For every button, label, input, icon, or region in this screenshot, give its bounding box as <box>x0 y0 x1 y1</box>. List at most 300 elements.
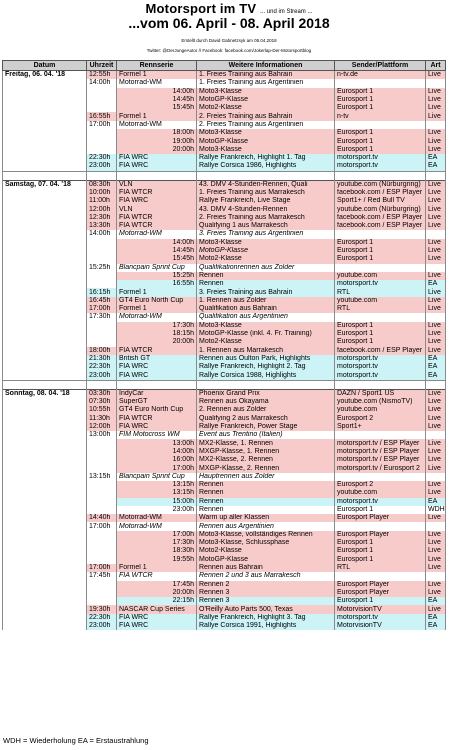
sender-cell: Eurosport 1 <box>335 146 426 154</box>
type-cell: Live <box>426 146 446 154</box>
time-cell: 07:30h <box>87 398 117 406</box>
series-cell: Formel 1 <box>117 288 197 296</box>
date-cell <box>3 322 87 330</box>
info-cell: 2. Freies Training aus Bahrain <box>197 112 335 120</box>
series-cell: IndyCar <box>117 389 197 398</box>
series-cell: 13:15h <box>117 489 197 497</box>
series-cell: FIA WRC <box>117 197 197 205</box>
day-separator <box>3 380 446 389</box>
separator-cell <box>87 171 117 180</box>
date-cell <box>3 398 87 406</box>
table-row <box>3 415 446 423</box>
series-cell: FIA WTCR <box>117 189 197 197</box>
time-cell: 16:15h <box>87 288 117 296</box>
sender-cell: Eurosport 1 <box>335 104 426 112</box>
sender-cell: motorsport.tv <box>335 355 426 363</box>
date-cell <box>3 415 87 423</box>
table-row <box>3 506 446 514</box>
time-cell: 16:55h <box>87 112 117 120</box>
sender-cell: Sport1+ <box>335 423 426 431</box>
type-cell <box>426 431 446 439</box>
type-cell: Live <box>426 564 446 572</box>
info-cell: Rennen aus Bahrain <box>197 564 335 572</box>
date-cell: Sonntag, 08. 04. '18 <box>3 389 87 398</box>
sender-cell: Eurosport 1 <box>335 88 426 96</box>
series-cell: 16:00h <box>117 456 197 464</box>
date-cell <box>3 355 87 363</box>
time-cell: 13:30h <box>87 222 117 230</box>
time-cell <box>87 456 117 464</box>
series-cell: 14:00h <box>117 88 197 96</box>
time-cell <box>87 272 117 280</box>
table-row <box>3 338 446 346</box>
series-cell: 17:30h <box>117 539 197 547</box>
type-cell: Live <box>426 423 446 431</box>
type-cell <box>426 572 446 580</box>
table-row <box>3 239 446 247</box>
info-cell: MotoGP-Klasse <box>197 247 335 255</box>
type-cell: EA <box>426 498 446 506</box>
sender-cell: DAZN / Sport1 US <box>335 389 426 398</box>
series-cell: SuperGT <box>117 398 197 406</box>
table-row <box>3 162 446 171</box>
sender-cell: youtube.com <box>335 272 426 280</box>
table-row <box>3 531 446 539</box>
info-cell: Rallye Corsica 1988, Highlights <box>197 371 335 380</box>
info-cell: Rallye Frankreich, Power Stage <box>197 423 335 431</box>
type-cell <box>426 313 446 321</box>
type-cell: Live <box>426 439 446 447</box>
sender-cell: Eurosport 1 <box>335 556 426 564</box>
date-cell <box>3 597 87 605</box>
separator-cell <box>87 380 117 389</box>
info-cell: Rallye Frankreich, Highlight 2. Tag <box>197 363 335 371</box>
table-row <box>3 498 446 506</box>
series-cell: 17:00h <box>117 531 197 539</box>
series-cell: Formel 1 <box>117 305 197 313</box>
date-cell <box>3 347 87 355</box>
sender-cell: motorsport.tv <box>335 371 426 380</box>
date-cell <box>3 338 87 346</box>
sender-cell: motorsport.tv <box>335 363 426 371</box>
table-row <box>3 489 446 497</box>
date-cell <box>3 222 87 230</box>
schedule-table-wrapper <box>2 60 445 630</box>
time-cell <box>87 322 117 330</box>
time-cell: 13:00h <box>87 431 117 439</box>
sender-cell: youtube.com <box>335 406 426 414</box>
date-cell <box>3 137 87 145</box>
info-cell: 2. Freies Training aus Argentinien <box>197 121 335 129</box>
type-cell: Live <box>426 456 446 464</box>
table-row <box>3 96 446 104</box>
date-cell <box>3 464 87 472</box>
time-cell: 10:00h <box>87 189 117 197</box>
series-cell: Formel 1 <box>117 112 197 120</box>
info-cell: Rennen <box>197 506 335 514</box>
series-cell: FIA WTCR <box>117 347 197 355</box>
info-cell: Rallye Corsica 1991, Highlights <box>197 622 335 630</box>
time-cell: 21:30h <box>87 355 117 363</box>
time-cell: 16:45h <box>87 297 117 305</box>
date-cell <box>3 556 87 564</box>
info-cell: 1. Rennen aus Marrakesch <box>197 347 335 355</box>
type-cell: EA <box>426 154 446 162</box>
day-separator <box>3 171 446 180</box>
sender-cell: facebook.com / ESP Player <box>335 222 426 230</box>
table-row <box>3 189 446 197</box>
info-cell: Moto3-Klasse <box>197 129 335 137</box>
info-cell: Event aus Trentino (Italien) <box>197 431 335 439</box>
table-row <box>3 247 446 255</box>
type-cell: EA <box>426 355 446 363</box>
info-cell: 1. Freies Training aus Marrakesch <box>197 189 335 197</box>
col-header-sender: Sender/Plattform <box>335 61 426 71</box>
date-cell <box>3 255 87 263</box>
series-cell: FIA WRC <box>117 154 197 162</box>
sender-cell: motorsport.tv / ESP Player <box>335 456 426 464</box>
table-row <box>3 288 446 296</box>
date-cell <box>3 473 87 481</box>
series-cell: Motorrad-WM <box>117 522 197 530</box>
series-cell: VLN <box>117 180 197 189</box>
sender-cell: n-tv.de <box>335 71 426 80</box>
info-cell: MotoGP-Klasse <box>197 96 335 104</box>
table-row <box>3 622 446 630</box>
type-cell: WDH <box>426 506 446 514</box>
date-cell <box>3 581 87 589</box>
sender-cell: Eurosport 1 <box>335 96 426 104</box>
type-cell: Live <box>426 137 446 145</box>
table-row <box>3 547 446 555</box>
table-row <box>3 398 446 406</box>
time-cell: 11:30h <box>87 415 117 423</box>
sender-cell <box>335 79 426 87</box>
type-cell: Live <box>426 338 446 346</box>
sender-cell: RTL <box>335 305 426 313</box>
type-cell: Live <box>426 489 446 497</box>
table-row <box>3 214 446 222</box>
info-cell: Qualifying 2 aus Marrakesch <box>197 415 335 423</box>
series-cell: 17:30h <box>117 322 197 330</box>
page-title: Motorsport im TV ... und im Stream ... <box>145 1 313 16</box>
series-cell: Blancpain Sprint Cup <box>117 264 197 272</box>
type-cell: Live <box>426 189 446 197</box>
sender-cell <box>335 431 426 439</box>
type-cell: Live <box>426 547 446 555</box>
table-row <box>3 439 446 447</box>
sender-cell <box>335 313 426 321</box>
date-cell <box>3 514 87 522</box>
series-cell: 19:00h <box>117 137 197 145</box>
type-cell: EA <box>426 371 446 380</box>
table-row <box>3 230 446 238</box>
info-cell: 43. DMV 4-Stunden-Rennen, Quali <box>197 180 335 189</box>
info-cell: Rennen <box>197 280 335 288</box>
time-cell <box>87 239 117 247</box>
sender-cell: Eurosport 1 <box>335 338 426 346</box>
series-cell: 23:00h <box>117 506 197 514</box>
date-cell <box>3 79 87 87</box>
date-cell <box>3 313 87 321</box>
info-cell: Rennen aus Okayama <box>197 398 335 406</box>
time-cell: 19:30h <box>87 605 117 613</box>
time-cell <box>87 464 117 472</box>
date-cell <box>3 456 87 464</box>
type-cell: Live <box>426 288 446 296</box>
series-cell: FIA WRC <box>117 614 197 622</box>
date-cell <box>3 448 87 456</box>
table-row <box>3 431 446 439</box>
time-cell: 17:00h <box>87 522 117 530</box>
time-cell <box>87 556 117 564</box>
time-cell: 10:55h <box>87 406 117 414</box>
table-row <box>3 154 446 162</box>
type-cell: Live <box>426 330 446 338</box>
legend-footer: WDH = Wiederholung EA = Erstaustrahlung <box>3 736 149 745</box>
sender-cell: Eurosport 1 <box>335 247 426 255</box>
info-cell: Rennen 3 <box>197 589 335 597</box>
sender-cell: Eurosport 1 <box>335 137 426 145</box>
series-cell: 15:45h <box>117 104 197 112</box>
sender-cell: Eurosport Player <box>335 581 426 589</box>
table-row <box>3 464 446 472</box>
type-cell <box>426 264 446 272</box>
series-cell: Formel 1 <box>117 564 197 572</box>
time-cell <box>87 539 117 547</box>
date-cell <box>3 371 87 380</box>
type-cell: Live <box>426 71 446 80</box>
sender-cell: motorsport.tv <box>335 498 426 506</box>
type-cell: Live <box>426 589 446 597</box>
series-cell: FIA WRC <box>117 423 197 431</box>
date-cell <box>3 154 87 162</box>
date-cell <box>3 146 87 154</box>
sender-cell: Eurosport 1 <box>335 239 426 247</box>
date-cell <box>3 522 87 530</box>
sender-cell: youtube.com (Nürburgring) <box>335 180 426 189</box>
date-cell <box>3 614 87 622</box>
series-cell: 13:15h <box>117 481 197 489</box>
info-cell: Warm up aller Klassen <box>197 514 335 522</box>
date-cell <box>3 489 87 497</box>
time-cell: 03:30h <box>87 389 117 398</box>
type-cell: Live <box>426 322 446 330</box>
series-cell: FIA WRC <box>117 622 197 630</box>
date-cell <box>3 129 87 137</box>
table-row <box>3 597 446 605</box>
series-cell: 18:30h <box>117 547 197 555</box>
table-row <box>3 556 446 564</box>
time-cell <box>87 531 117 539</box>
info-cell: Moto3-Klasse, Schlussphase <box>197 539 335 547</box>
series-cell: Blancpain Sprint Cup <box>117 473 197 481</box>
sender-cell: Eurosport 1 <box>335 129 426 137</box>
date-cell: Freitag, 06. 04. '18 <box>3 71 87 80</box>
sender-cell <box>335 572 426 580</box>
time-cell: 22:30h <box>87 614 117 622</box>
sender-cell: Sport1+ / Red Bull TV <box>335 197 426 205</box>
time-cell <box>87 247 117 255</box>
info-cell: Rallye Frankreich, Highlight 3. Tag <box>197 614 335 622</box>
table-row <box>3 71 446 80</box>
series-cell: GT4 Euro North Cup <box>117 406 197 414</box>
time-cell: 13:15h <box>87 473 117 481</box>
table-row <box>3 305 446 313</box>
sender-cell: Eurosport 1 <box>335 547 426 555</box>
info-cell: Rennen <box>197 498 335 506</box>
table-row <box>3 272 446 280</box>
info-cell: 1. Rennen aus Zolder <box>197 297 335 305</box>
date-cell <box>3 423 87 431</box>
date-cell <box>3 112 87 120</box>
sender-cell: youtube.com (NismoTV) <box>335 398 426 406</box>
col-header-series: Rennserie <box>117 61 197 71</box>
date-cell <box>3 622 87 630</box>
date-cell <box>3 239 87 247</box>
type-cell: Live <box>426 205 446 213</box>
series-cell: Motorrad-WM <box>117 514 197 522</box>
sender-cell: Eurosport 1 <box>335 255 426 263</box>
date-cell <box>3 363 87 371</box>
time-cell: 17:30h <box>87 313 117 321</box>
table-row <box>3 297 446 305</box>
time-cell: 12:30h <box>87 214 117 222</box>
table-row <box>3 572 446 580</box>
time-cell <box>87 129 117 137</box>
sender-cell: Eurosport 2 <box>335 415 426 423</box>
table-row <box>3 222 446 230</box>
info-cell: Qualifying 1 aus Marrakesch <box>197 222 335 230</box>
type-cell: Live <box>426 104 446 112</box>
info-cell: MotoGP-Klasse (inkl. 4. Fr. Training) <box>197 330 335 338</box>
table-row <box>3 137 446 145</box>
series-cell: 20:00h <box>117 589 197 597</box>
table-row <box>3 363 446 371</box>
info-cell: Moto3-Klasse, vollständiges Rennen <box>197 531 335 539</box>
table-row <box>3 589 446 597</box>
type-cell: Live <box>426 129 446 137</box>
series-cell: 15:45h <box>117 255 197 263</box>
series-cell: 15:25h <box>117 272 197 280</box>
info-cell: Rennen aus Argentinien <box>197 522 335 530</box>
col-header-type: Art <box>426 61 446 71</box>
date-cell <box>3 498 87 506</box>
time-cell: 23:00h <box>87 622 117 630</box>
date-cell <box>3 189 87 197</box>
sender-cell <box>335 522 426 530</box>
info-cell: 43. DMV 4-Stunden-Rennen <box>197 205 335 213</box>
time-cell <box>87 137 117 145</box>
series-cell: FIA WTCR <box>117 572 197 580</box>
sender-cell: Eurosport 2 <box>335 481 426 489</box>
time-cell: 23:00h <box>87 371 117 380</box>
series-cell: 17:45h <box>117 581 197 589</box>
sender-cell: Eurosport Player <box>335 531 426 539</box>
type-cell: Live <box>426 448 446 456</box>
type-cell: Live <box>426 197 446 205</box>
time-cell <box>87 439 117 447</box>
table-row <box>3 581 446 589</box>
info-cell: Rallye Frankreich, Highlight 1. Tag <box>197 154 335 162</box>
info-cell: Rallye Corsica 1986, Highlights <box>197 162 335 171</box>
info-cell: MXGP-Klasse, 1. Rennen <box>197 448 335 456</box>
series-cell: VLN <box>117 205 197 213</box>
table-row <box>3 456 446 464</box>
sender-cell: youtube.com <box>335 489 426 497</box>
title-suffix: ... und im Stream ... <box>260 9 313 15</box>
date-cell <box>3 506 87 514</box>
info-cell: Moto3-Klasse <box>197 146 335 154</box>
type-cell: Live <box>426 214 446 222</box>
info-cell: Rennen 3 <box>197 597 335 605</box>
info-cell: MX2-Klasse, 2. Rennen <box>197 456 335 464</box>
time-cell <box>87 547 117 555</box>
time-cell <box>87 280 117 288</box>
time-cell <box>87 498 117 506</box>
sender-cell: motorsport.tv <box>335 280 426 288</box>
series-cell: 17:00h <box>117 464 197 472</box>
sender-cell: n-tv <box>335 112 426 120</box>
info-cell: 3. Freies Training aus Argentinien <box>197 230 335 238</box>
info-cell: Hauptrennen aus Zolder <box>197 473 335 481</box>
series-cell: 18:00h <box>117 129 197 137</box>
separator-cell <box>117 171 197 180</box>
info-cell: Moto2-Klasse <box>197 547 335 555</box>
time-cell: 11:00h <box>87 197 117 205</box>
info-cell: Moto3-Klasse <box>197 88 335 96</box>
series-cell: Motorrad-WM <box>117 79 197 87</box>
type-cell: Live <box>426 347 446 355</box>
type-cell: Live <box>426 406 446 414</box>
date-cell <box>3 589 87 597</box>
sender-cell: Eurosport 1 <box>335 539 426 547</box>
table-row <box>3 146 446 154</box>
series-cell: 22:15h <box>117 597 197 605</box>
type-cell: Live <box>426 539 446 547</box>
separator-cell <box>335 171 426 180</box>
series-cell: 14:45h <box>117 247 197 255</box>
time-cell: 15:25h <box>87 264 117 272</box>
info-cell: Moto2-Klasse <box>197 255 335 263</box>
time-cell <box>87 255 117 263</box>
separator-cell <box>426 380 446 389</box>
sender-cell: motorsport.tv / ESP Player <box>335 439 426 447</box>
series-cell: 13:00h <box>117 439 197 447</box>
sender-cell: motorsport.tv <box>335 162 426 171</box>
time-cell <box>87 104 117 112</box>
type-cell <box>426 121 446 129</box>
type-cell: Live <box>426 239 446 247</box>
sender-cell <box>335 473 426 481</box>
table-row <box>3 129 446 137</box>
table-row <box>3 614 446 622</box>
time-cell <box>87 338 117 346</box>
time-cell: 12:55h <box>87 71 117 80</box>
time-cell <box>87 146 117 154</box>
info-cell: MXGP-Klasse, 2. Rennen <box>197 464 335 472</box>
series-cell: FIA WRC <box>117 371 197 380</box>
info-cell: MX2-Klasse, 1. Rennen <box>197 439 335 447</box>
type-cell: Live <box>426 531 446 539</box>
sender-cell: Eurosport Player <box>335 514 426 522</box>
table-row <box>3 355 446 363</box>
time-cell: 12:00h <box>87 423 117 431</box>
date-cell <box>3 247 87 255</box>
sender-cell: Eurosport 1 <box>335 597 426 605</box>
table-row <box>3 313 446 321</box>
date-cell <box>3 539 87 547</box>
